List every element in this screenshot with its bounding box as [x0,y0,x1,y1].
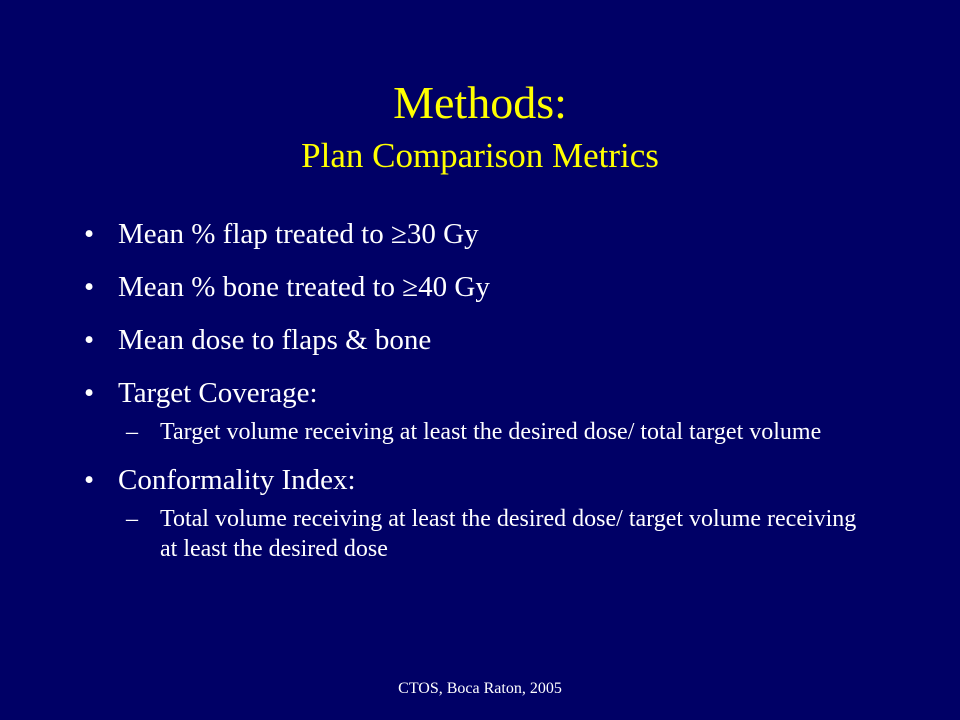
slide-footer: CTOS, Boca Raton, 2005 [398,680,562,697]
slide-title: Methods: [393,77,567,128]
sub-bullet-text: Target volume receiving at least the desired dose/ total target volume [160,419,822,445]
sub-bullet-text: Total volume receiving at least the desired dose/ target volume receiving at least the desired dose [160,506,857,562]
bullet-icon: • [84,464,95,496]
slide-subtitle: Plan Comparison Metrics [301,136,659,175]
bullet-text: Target Coverage: [118,377,318,409]
bullet-icon: • [84,324,95,356]
bullet-text: Mean dose to flaps & bone [118,324,432,356]
bullet-text: Conformality Index: [118,464,356,496]
bullet-icon: • [84,218,95,250]
bullet-item [84,267,884,307]
bullet-list [84,214,884,577]
bullet-icon: • [84,271,95,303]
bullet-text: Mean % bone treated to ≥40 Gy [118,271,490,303]
sub-bullet-item [84,504,860,564]
bullet-item [84,214,884,254]
sub-bullet-item [84,417,860,447]
bullet-icon: • [84,377,95,409]
title-block [0,76,960,178]
bullet-item [84,373,884,447]
dash-icon: – [126,506,138,532]
bullet-item [84,460,884,564]
bullet-text: Mean % flap treated to ≥30 Gy [118,218,479,250]
dash-icon: – [126,419,138,445]
bullet-item [84,320,884,360]
